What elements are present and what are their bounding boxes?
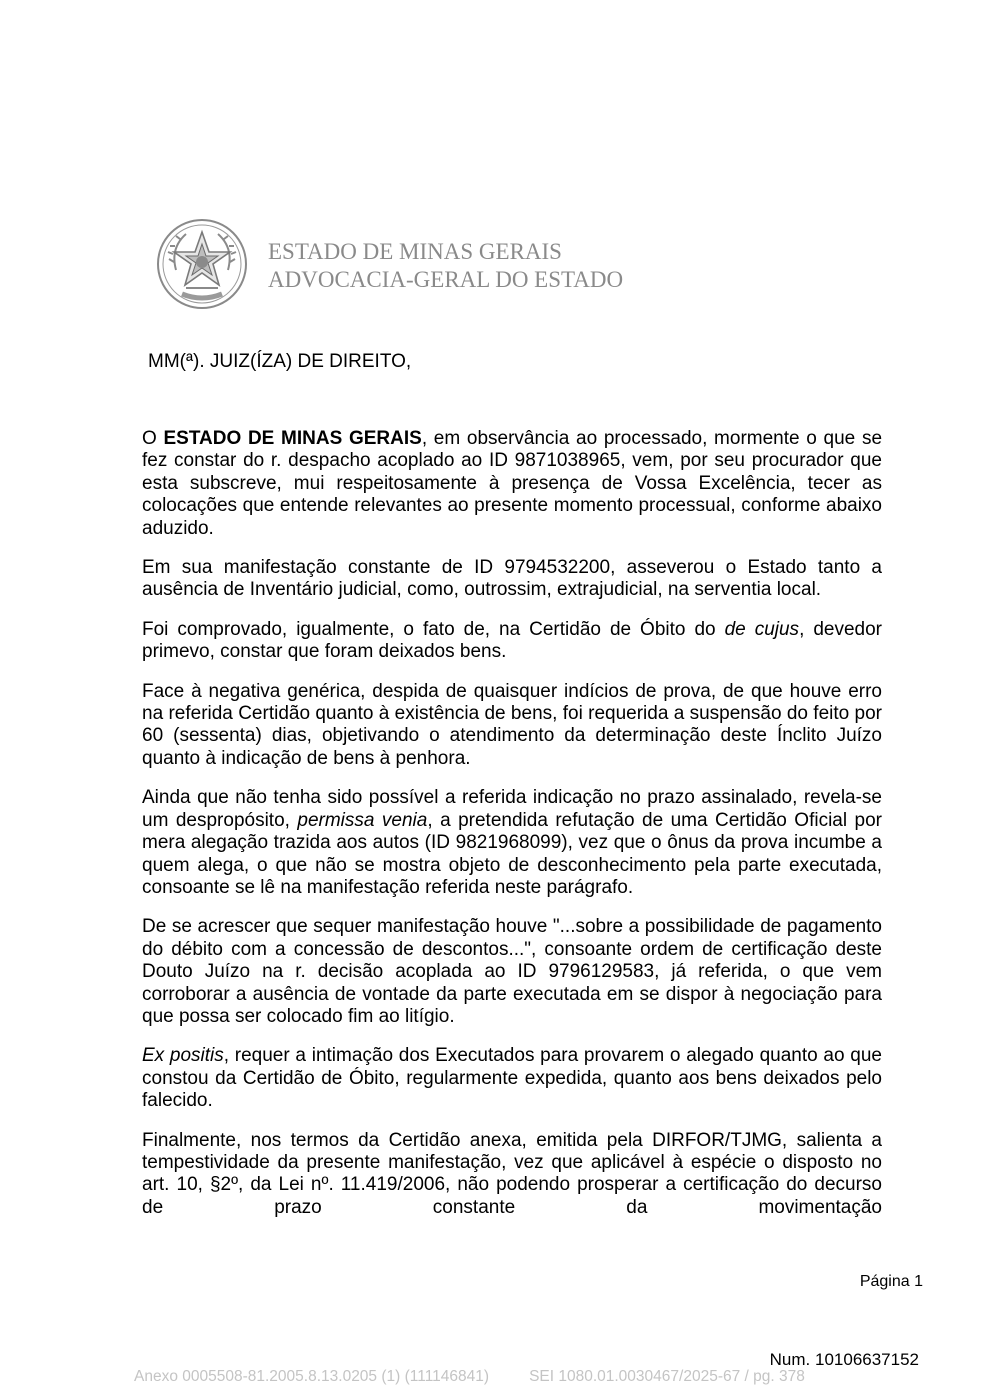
document-body (142, 428, 882, 1236)
p1-bold-party: ESTADO DE MINAS GERAIS (163, 428, 422, 449)
header-line-state: ESTADO DE MINAS GERAIS (268, 239, 562, 264)
paragraph-8: Finalmente, nos termos da Certidão anexa, emitida pela DIRFOR/TJMG, salienta a tempestividade da presente manifestação, vez que aplicável à espécie o disposto no art. 10, §2º, da Lei nº. 11.419/2006, não podendo prosperar a certificação do decurso de prazo constante da movimentação (142, 1129, 882, 1218)
paragraph-3 (142, 619, 882, 664)
header-line-agency: ADVOCACIA-GERAL DO ESTADO (268, 267, 624, 292)
footer-annex-id: Anexo 0005508-81.2005.8.13.0205 (1) (111146841) (134, 1368, 490, 1385)
paragraph-6: De se acrescer que sequer manifestação houve "...sobre a possibilidade de pagamento do débito com a concessão de descontos...", consoante ordem de certificação deste Douto Juízo na r. decisão acoplada ao ID 9796129583, já referida, o que vem corroborar a ausência de vontade da parte executada em se dispor à negociação para que possa ser colocado fim ao litígio. (142, 916, 882, 1027)
document-number: Num. 10106637152 (769, 1350, 919, 1369)
p5-italic: permissa venia (297, 809, 428, 831)
page-number: Página 1 (859, 1273, 923, 1290)
p3-text-c: , devedor primevo, constar que foram deixados bens. (142, 618, 882, 663)
paragraph-7 (142, 1045, 882, 1112)
institution-header (268, 238, 623, 294)
p1-text-c: , em observância ao processado, mormente o que se fez constar do r. despacho acoplado ao ID 9871038965, vem, por seu procurador que esta subscreve, mui respeitosamente à presença de Vossa Excelência, tecer as colocações que entende relevantes ao presente momento processual, conforme abaixo aduzido. (142, 428, 883, 539)
paragraph-4: Face à negativa genérica, despida de quaisquer indícios de prova, de que houve erro na referida Certidão quanto à existência de bens, foi requerida a suspensão do feito por 60 (sessenta) dias, objetivando o atendimento da determinação deste Ínclito Juízo quanto à indicação de bens à penhora. (142, 680, 882, 769)
footer-sei-id: SEI 1080.01.0030467/2025-67 / pg. 378 (529, 1368, 805, 1385)
coat-of-arms-seal (156, 218, 248, 310)
p5-text-c: , a pretendida refutação de uma Certidão Oficial por mera alegação trazida aos autos (ID 9821968099), vez que o ônus da prova incumbe a quem alega, o que não se mostra objeto de desconhecimento pela parte executada, consoante se lê na manifestação referida neste parágrafo. (142, 809, 882, 898)
paragraph-2: Em sua manifestação constante de ID 9794532200, asseverou o Estado tanto a ausência de Inventário judicial, como, outrossim, extrajudicial, na serventia local. (142, 557, 882, 601)
minas-gerais-coat-of-arms-icon (156, 218, 248, 310)
p7-italic: Ex positis (142, 1045, 224, 1067)
p5-text-a: Ainda que não tenha sido possível a referida indicação no prazo assinalado, revela-se um despropósito, (142, 787, 882, 831)
p7-text-b: , requer a intimação dos Executados para provarem o alegado quanto ao que constou da Certidão de Óbito, regularmente expedida, quanto aos bens deixados pelo falecido. (142, 1045, 882, 1112)
footer-watermark (134, 1368, 805, 1386)
paragraph-5 (142, 787, 882, 899)
p3-italic: de cujus (724, 618, 800, 640)
addressee: MM(ª). JUIZ(ÍZA) DE DIREITO, (148, 351, 412, 372)
p1-text-a: O (142, 428, 164, 449)
paragraph-1 (142, 428, 882, 540)
p3-text-a: Foi comprovado, igualmente, o fato de, na Certidão de Óbito do (142, 618, 725, 640)
